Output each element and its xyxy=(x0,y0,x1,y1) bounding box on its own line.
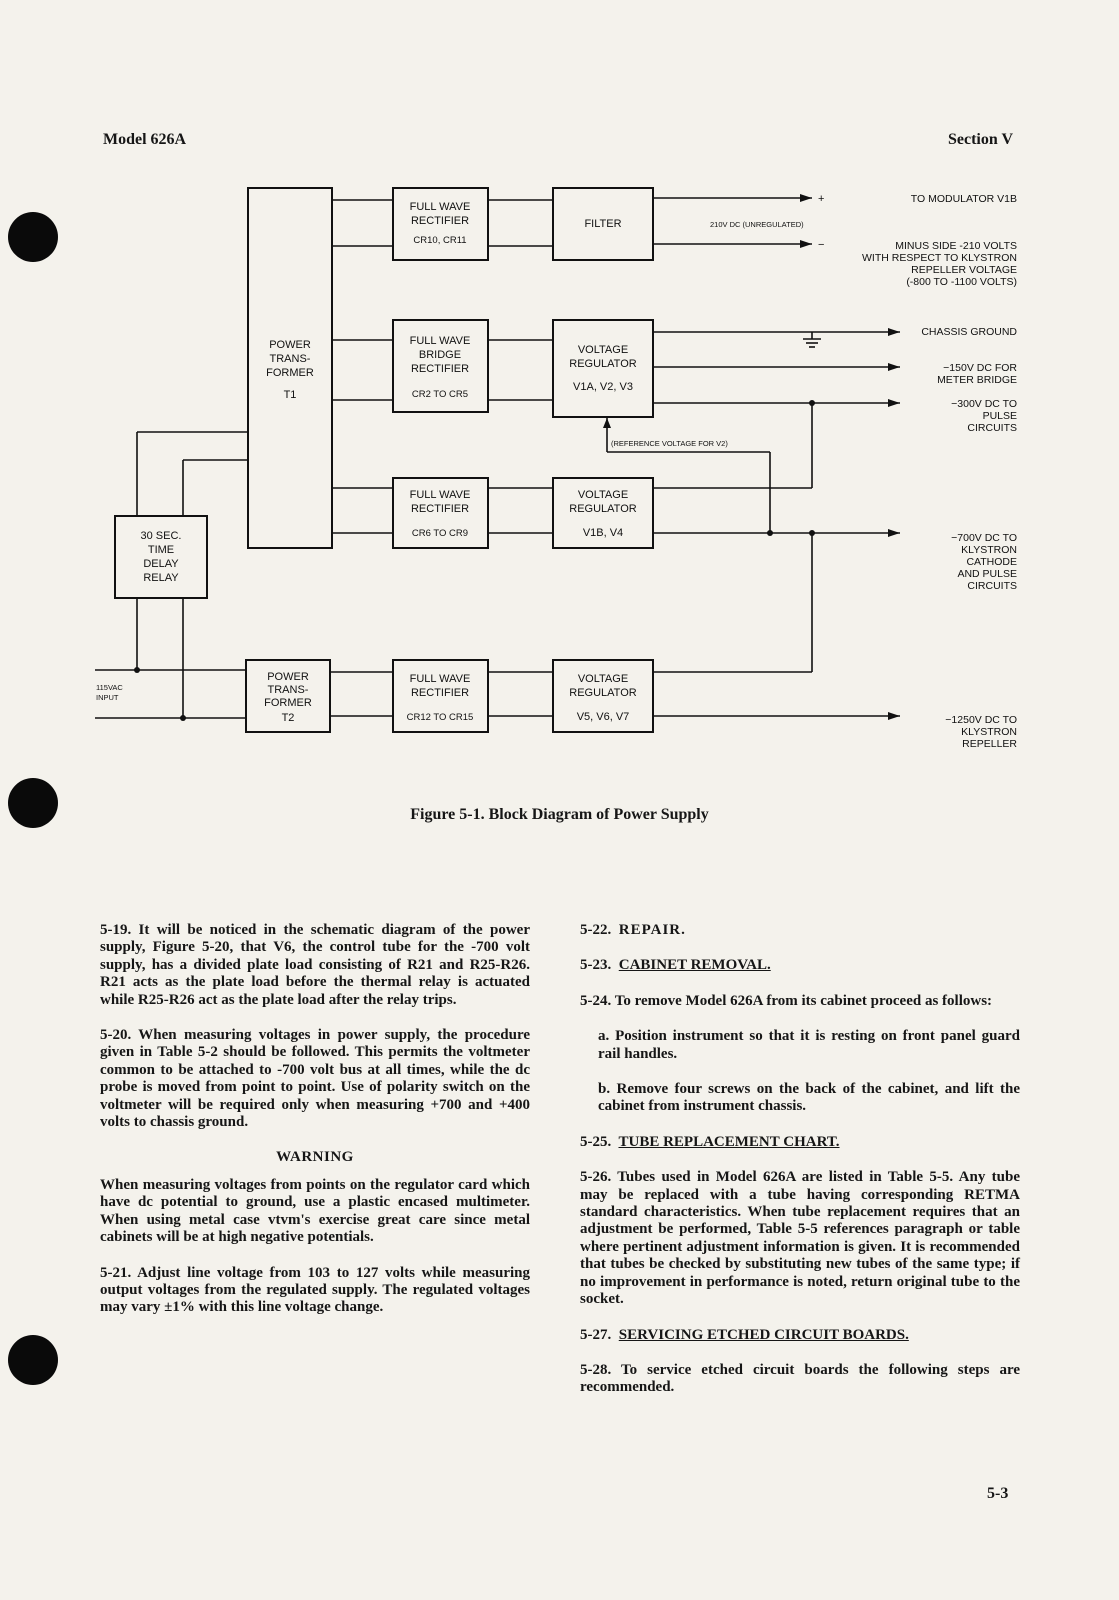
diagram-wiring xyxy=(95,194,900,721)
t1-line-4: T1 xyxy=(283,389,297,401)
block-rectifier-cr12-cr15 xyxy=(393,660,488,732)
reg2-line-1: VOLTAGE xyxy=(577,489,629,501)
block-power-transformer-t1 xyxy=(248,188,332,548)
block-regulator-v5-v6-v7 xyxy=(553,660,653,732)
heading-5-22-title: REPAIR. xyxy=(618,922,686,938)
out-150v-2: METER BRIDGE xyxy=(937,374,1017,386)
block-rectifier-cr10-cr11 xyxy=(393,188,488,260)
out-700v-5: CIRCUITS xyxy=(967,580,1017,592)
rect3-line-3: CR6 TO CR9 xyxy=(411,528,469,539)
out-1250v-1: −1250V DC TO xyxy=(945,714,1017,726)
warning-title: WARNING xyxy=(276,1149,354,1166)
out-minus-side-3: REPELLER VOLTAGE xyxy=(911,264,1017,276)
reg1-line-2: REGULATOR xyxy=(569,358,637,370)
rect2-line-2: BRIDGE xyxy=(418,349,462,361)
out-1250v-2: KLYSTRON xyxy=(961,726,1017,738)
block-filter xyxy=(553,188,653,260)
rect3-line-1: FULL WAVE xyxy=(409,489,471,501)
heading-5-27 xyxy=(580,1327,1020,1344)
heading-5-23 xyxy=(580,957,1020,974)
t2-line-2: TRANS- xyxy=(267,684,309,696)
block-rectifier-cr6-cr9 xyxy=(393,478,488,548)
t1-line-3: FORMER xyxy=(266,367,314,379)
page-number: 5-3 xyxy=(987,1485,1009,1502)
binder-hole-bottom xyxy=(8,1335,58,1385)
step-b: b. Remove four screws on the back of the cabinet, and lift the cabinet from instrument chassis. xyxy=(598,1081,1020,1115)
reg1-line-3: V1A, V2, V3 xyxy=(573,381,633,393)
paragraph-5-20: 5-20. When measuring voltages in power supply, the procedure given in Table 5-2 should be followed. This permits the voltmeter common to be attached to -700 volt bus at all times, while the dc probe is moved from point to point. Use of polarity switch on the voltmeter will be required only when measuring +700 and +400 volts to chassis ground. xyxy=(100,1027,530,1131)
rect1-line-2: RECTIFIER xyxy=(410,215,470,227)
warning-text: When measuring voltages from points on the regulator card which have dc potential to ground, use a plastic encased multimeter. When using metal case vtvm's exercise great care since metal cabinets will be at high negative potentials. xyxy=(100,1176,530,1246)
out-chassis-ground: CHASSIS GROUND xyxy=(921,326,1017,338)
t1-line-1: POWER xyxy=(269,339,311,351)
out-300v-1: −300V DC TO xyxy=(951,398,1017,410)
heading-5-22-number: 5-22. xyxy=(580,922,612,938)
rect2-line-1: FULL WAVE xyxy=(409,335,471,347)
minus-terminal: − xyxy=(818,239,825,251)
t1-line-2: TRANS- xyxy=(269,353,311,365)
header-model: Model 626A xyxy=(103,131,187,148)
heading-5-23-title: CABINET REMOVAL. xyxy=(618,957,771,974)
out-minus-side-2: WITH RESPECT TO KLYSTRON xyxy=(862,252,1017,264)
block-power-transformer-t2 xyxy=(246,660,330,732)
relay-line-1: 30 SEC. xyxy=(140,530,182,542)
rect3-line-2: RECTIFIER xyxy=(410,503,470,515)
figure-caption: Figure 5-1. Block Diagram of Power Supply xyxy=(410,806,709,823)
reg2-line-2: REGULATOR xyxy=(569,503,637,515)
out-minus-side-4: (-800 TO -1100 VOLTS) xyxy=(906,276,1017,288)
input-label-2: INPUT xyxy=(96,693,119,702)
rect1-line-3: CR10, CR11 xyxy=(413,235,467,246)
rect4-line-3: CR12 TO CR15 xyxy=(406,712,474,723)
out-700v-2: KLYSTRON xyxy=(961,544,1017,556)
paragraph-5-28: 5-28. To service etched circuit boards the following steps are recommended. xyxy=(580,1361,1020,1396)
plus-terminal: + xyxy=(818,193,825,205)
reg3-line-3: V5, V6, V7 xyxy=(576,711,630,723)
heading-5-25 xyxy=(580,1134,1020,1151)
heading-5-23-number: 5-23. xyxy=(580,957,612,974)
relay-line-2: TIME xyxy=(147,544,175,556)
out-700v-4: AND PULSE xyxy=(957,568,1017,580)
heading-5-22 xyxy=(580,922,1020,939)
block-time-delay-relay xyxy=(115,516,207,598)
rect4-line-2: RECTIFIER xyxy=(410,687,470,699)
left-column xyxy=(100,922,530,1335)
out-modulator: TO MODULATOR V1B xyxy=(910,193,1017,205)
input-label-1: 115VAC xyxy=(96,683,123,692)
heading-5-27-number: 5-27. xyxy=(580,1326,612,1343)
output-labels xyxy=(862,193,1017,750)
paragraph-5-26: 5-26. Tubes used in Model 626A are listed in Table 5-5. Any tube may be replaced with a tube having corresponding RETMA standard characteristics. When tube replacement requires that an adjustment be performed, Table 5-5 references paragraph or table where pertinent adjustment information is given. It is recommended that tubes be checked by substituting new tubes of the same type; if no improvement in performance is noted, return original tube to the socket. xyxy=(580,1169,1020,1308)
t2-line-1: POWER xyxy=(267,671,309,683)
reference-voltage-label: (REFERENCE VOLTAGE FOR V2) xyxy=(611,439,728,448)
block-regulator-v1b-v4 xyxy=(553,478,653,548)
rect4-line-1: FULL WAVE xyxy=(409,673,471,685)
step-a: a. Position instrument so that it is resting on front panel guard rail handles. xyxy=(598,1028,1020,1062)
reg3-line-1: VOLTAGE xyxy=(577,673,629,685)
rect2-line-3: RECTIFIER xyxy=(410,363,470,375)
t2-line-3: FORMER xyxy=(264,697,312,709)
right-column xyxy=(580,922,1020,1415)
out-700v-1: −700V DC TO xyxy=(951,532,1017,544)
reg1-line-1: VOLTAGE xyxy=(577,344,629,356)
reg3-line-2: REGULATOR xyxy=(569,687,637,699)
unregulated-label: 210V DC (UNREGULATED) xyxy=(710,220,804,229)
reg2-line-3: V1B, V4 xyxy=(582,527,624,539)
paragraph-5-21: 5-21. Adjust line voltage from 103 to 127 volts while measuring output voltages from the regulated supply. The regulated voltages may vary ±1% with this line voltage change. xyxy=(100,1264,530,1316)
filter-label: FILTER xyxy=(584,218,622,230)
paragraph-5-24: 5-24. To remove Model 626A from its cabinet proceed as follows: xyxy=(580,992,993,1009)
rect1-line-1: FULL WAVE xyxy=(409,201,471,213)
paragraph-5-19: 5-19. It will be noticed in the schematic diagram of the power supply, Figure 5-20, that V6, the control tube for the -700 volt supply, has a divided plate load consisting of R21 and R25-R26. R21 acts as the plate load before the thermal relay is actuated while R25-R26 act as the plate load after the relay trips. xyxy=(100,922,530,1008)
heading-5-27-title: SERVICING ETCHED CIRCUIT BOARDS. xyxy=(618,1326,909,1343)
header-section: Section V xyxy=(948,131,1014,148)
rect2-line-4: CR2 TO CR5 xyxy=(411,389,469,400)
relay-line-3: DELAY xyxy=(143,558,179,570)
block-regulator-v1a-v2-v3 xyxy=(553,320,653,417)
heading-5-25-title: TUBE REPLACEMENT CHART. xyxy=(618,1133,840,1150)
out-300v-3: CIRCUITS xyxy=(967,422,1017,434)
out-300v-2: PULSE xyxy=(982,410,1017,422)
relay-line-4: RELAY xyxy=(143,572,179,584)
out-700v-3: CATHODE xyxy=(966,556,1017,568)
out-minus-side-1: MINUS SIDE -210 VOLTS xyxy=(895,240,1017,252)
out-1250v-3: REPELLER xyxy=(962,738,1017,750)
block-bridge-rectifier-cr2-cr5 xyxy=(393,320,488,412)
out-150v-1: −150V DC FOR xyxy=(943,362,1017,374)
t2-line-4: T2 xyxy=(281,712,295,724)
heading-5-25-number: 5-25. xyxy=(580,1133,612,1150)
